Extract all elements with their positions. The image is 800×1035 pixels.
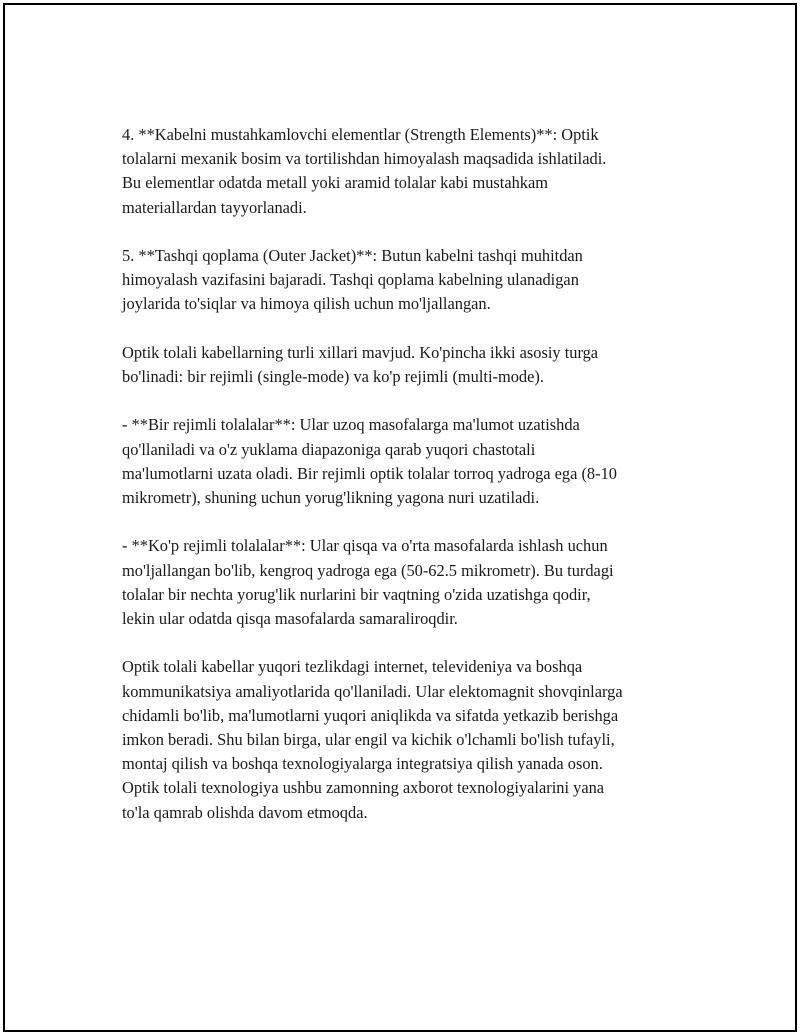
text-line: qo'llaniladi va o'z yuklama diapazoniga qarab yuqori chastotali <box>122 439 536 459</box>
paragraph-strength-elements <box>122 123 702 220</box>
paragraph-applications <box>122 655 702 824</box>
text-line: Bu elementlar odatda metall yoki aramid tolalar kabi mustahkam <box>122 173 549 193</box>
paragraph-cable-types <box>122 341 702 389</box>
paragraph-outer-jacket <box>122 244 702 317</box>
text-line: mikrometr), shuning uchun yorug'likning yagona nuri uzatiladi. <box>122 488 540 507</box>
text-line: montaj qilish va boshqa texnologiyalarga integratsiya qilish yanada oson. <box>122 754 603 774</box>
text-line: bo'linadi: bir rejimli (single-mode) va ko'p rejimli (multi-mode). <box>122 367 544 386</box>
text-line: imkon beradi. Shu bilan birga, ular engil va kichik o'lchamli bo'lish tufayli, <box>122 730 615 749</box>
text-line: 4. **Kabelni mustahkamlovchi elementlar (Strength Elements)**: Optik <box>122 125 599 144</box>
text-line: - **Ko'p rejimli tolalalar**: Ular qisqa va o'rta masofalarda ishlash uchun <box>122 536 608 556</box>
text-line: joylarida to'siqlar va himoya qilish uchun mo'ljallangan. <box>122 294 491 314</box>
text-line: - **Bir rejimli tolalalar**: Ular uzoq masofalarga ma'lumot uzatishda <box>122 415 580 435</box>
text-line: chidamli bo'lib, ma'lumotlarni yuqori aniqlikda va sifatda yetkazib berishga <box>122 705 619 725</box>
text-line: tolalarni mexanik bosim va tortilishdan himoyalash maqsadida ishlatiladi. <box>122 149 607 169</box>
text-line: to'la qamrab olishda davom etmoqda. <box>122 802 368 822</box>
text-line: Optik tolali kabellarning turli xillari mavjud. Ko'pincha ikki asosiy turga <box>122 342 599 362</box>
text-line: Optik tolali kabellar yuqori tezlikdagi internet, televideniya va boshqa <box>122 657 583 677</box>
text-line: kommunikatsiya amaliyotlarida qo'llaniladi. Ular elektomagnit shovqinlarga <box>122 681 623 701</box>
page-frame <box>3 3 797 1032</box>
text-line: mo'ljallangan bo'lib, kengroq yadroga ega (50-62.5 mikrometr). Bu turdagi <box>122 560 614 580</box>
text-line: tolalar bir nechta yorug'lik nurlarini bir vaqtning o'zida uzatishga qodir, <box>122 584 591 604</box>
document-body <box>122 123 702 849</box>
text-line: ma'lumotlarni uzata oladi. Bir rejimli optik tolalar torroq yadroga ega (8-10 <box>122 463 617 483</box>
text-line: Optik tolali texnologiya ushbu zamonning axborot texnologiyalarini yana <box>122 778 605 798</box>
text-line: lekin ular odatda qisqa masofalarda samaraliroqdir. <box>122 609 458 628</box>
text-line: himoyalash vazifasini bajaradi. Tashqi qoplama kabelning ulanadigan <box>122 270 579 290</box>
text-line: materiallardan tayyorlanadi. <box>122 197 307 217</box>
paragraph-single-mode <box>122 413 702 510</box>
text-line: 5. **Tashqi qoplama (Outer Jacket)**: Butun kabelni tashqi muhitdan <box>122 246 583 265</box>
paragraph-multi-mode <box>122 534 702 631</box>
